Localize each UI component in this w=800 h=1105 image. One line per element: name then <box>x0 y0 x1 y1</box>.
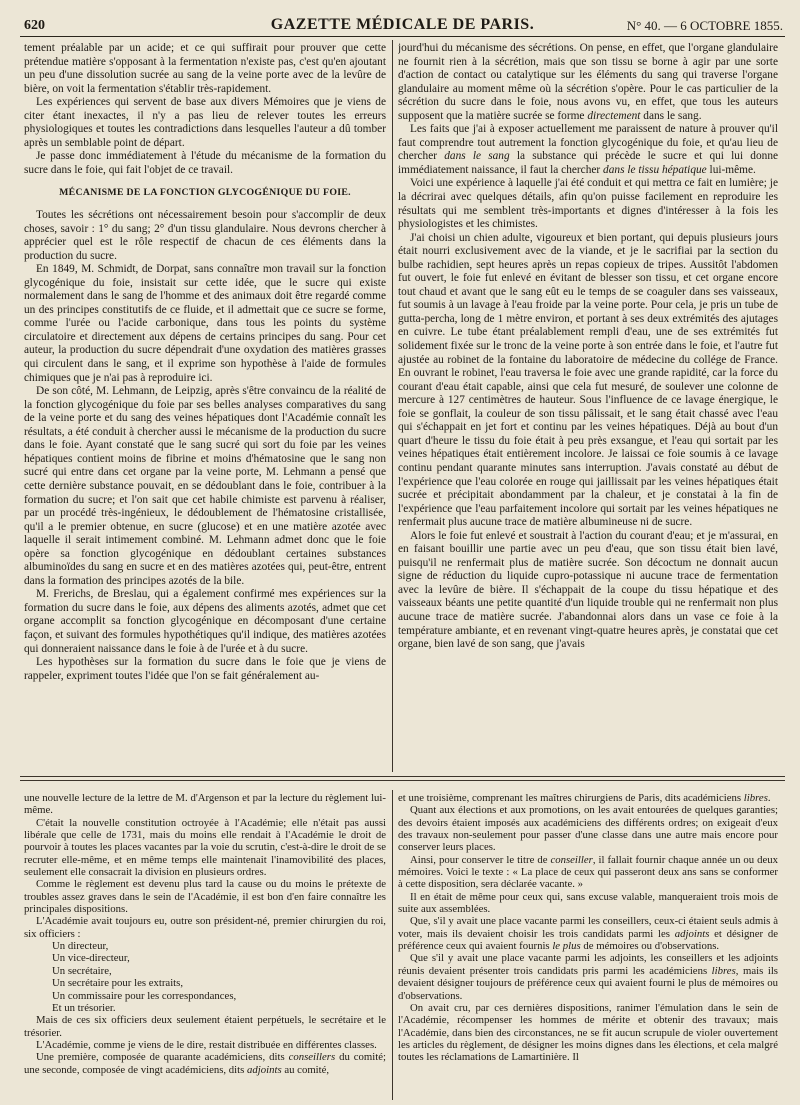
article-paragraph: jourd'hui du mécanisme des sécrétions. On pense, en effet, que l'organe glandulaire ne fournit rien à la sécrétion, mais que son tissu se borne à agir par une sorte d'action de contact ou catalytique sur les éléments du sang qui traverse l'organe glandulaire au moment même où la sécrétion s'opère. Pour le cas particulier de la sécrétion du sucre dans le foie, nous avons vu, en effet, que tous les auteurs supposent que la matière sucrée se forme directement dans le sang. <box>398 42 778 122</box>
feuilleton-paragraph: une nouvelle lecture de la lettre de M. d'Argenson et par la lecture du règlement lui-même. <box>24 792 386 817</box>
feuilleton-paragraph: Que, s'il y avait une place vacante parmi les conseillers, ceux-ci étaient seuls admis à voter, mais ils devaient choisir les trois candidats parmi les adjoints et désigner de préférence ceux qui avaient fournis le plus de mémoires ou d'observations. <box>398 915 778 953</box>
feuilleton-paragraph: Il en était de même pour ceux qui, sans excuse valable, manqueraient trois mois de suite aux assemblées. <box>398 890 778 916</box>
feuilleton-right-column <box>398 792 778 1098</box>
feuilleton-paragraph: Ainsi, pour conserver le titre de conseiller, il fallait fournir chaque année un ou deux mémoires. Voici le texte : « La place de ceux qui passeront deux ans sans se conformer à cette disposition, sera déclarée vacante. » <box>398 853 778 891</box>
officer-item: Et un trésorier. <box>52 1001 116 1014</box>
officer-item: Un commissaire pour les correspondances, <box>52 989 237 1002</box>
page-header <box>20 14 785 37</box>
feuilleton-paragraph: L'Académie avait toujours eu, outre son président-né, premier chirurgien du roi, six officiers : <box>24 915 386 940</box>
feuilleton-paragraph: Une première, composée de quarante académiciens, dits conseillers du comité; une seconde, composée de vingt académiciens, dits adjoints au comité, <box>24 1051 386 1076</box>
article-paragraph: Alors le foie fut enlevé et soustrait à l'action du courant d'eau; et je m'assurai, en en faisant bouillir une partie avec un peu d'eau, que son tissu était bien lavé, puisqu'il ne renfermait plus de matière sucrée. Son décoctum ne donnait aucun signe de réduction du liquide cupro-potassique ni aucune trace de fermentation avec la levûre de bière. Il s'échappait de la coupe du tissu hépatique et des vaisseaux béants une petite quantité d'un liquide trouble qui ne renfermait non plus aucune trace de matière sucrée. J'abandonnai alors dans un vase ce foie à la température ambiante, et en revenant vingt-quatre heures après, je constatai que cet organe, bien lavé de son sang, que j'avais <box>398 529 778 651</box>
feuilleton-paragraph: et une troisième, comprenant les maîtres chirurgiens de Paris, dits académiciens libres. <box>398 792 771 804</box>
article-paragraph: Les expériences qui servent de base aux divers Mémoires que je viens de citer étant inexactes, il n'y a pas lieu de relever toutes les erreurs physiologiques et toutes les contradictions dans lesquelles l'auteur a dû tomber après un semblable point de départ. <box>24 96 386 149</box>
page-number: 620 <box>24 18 45 33</box>
feuilleton-rule-upper <box>20 776 785 777</box>
article-paragraph: Je passe donc immédiatement à l'étude du mécanisme de la formation du sucre dans le foie, qui fait l'objet de ce travail. <box>24 150 386 176</box>
officer-item: Un directeur, <box>52 940 109 953</box>
issue-date: N° 40. — 6 OCTOBRE 1855. <box>626 18 783 33</box>
article-paragraph: J'ai choisi un chien adulte, vigoureux et bien portant, qui depuis plusieurs jours était nourri exclusivement avec de la viande, et je le sacrifiai par la section du bulbe rachidien, sept heures après un repas copieux de tripes. Aussitôt l'abdomen fut ouvert, le foie fut enlevé en évitant de blesser son tissu, et cet organe encore tout chaud et avant que le sang eût eu le temps de se coaguler dans ses vaisseaux, fut soumis à un lavage à l'eau froide par la veine porte. Pour cela, je pris un tube de gutta-percha, long de 1 mètre environ, et portant à ses deux extrémités des ajutages en cuivre. Le tube étant préalablement rempli d'eau, une de ses extrémités fut solidement fixée sur le tronc de la veine porte à son entrée dans le foie, et l'autre fut ajustée au robinet de la fontaine du laboratoire de médecine du collége de France. En ouvrant le robinet, l'eau traversa le foie avec une grande rapidité, car la force du courant d'eau était capable, ainsi que cela fut mesuré, de soulever une colonne de mercure à 127 centimètres de hauteur. Sous l'influence de ce lavage énergique, le foie se gonflait, la couleur de son tissu pâlissait, et le sang était chassé avec l'eau qui s'échappait en jet fort et continu par les veines hépatiques. Déjà au bout d'un quart d'heure le tissu du foie était à peu près exsangue, et l'eau qui sortait par les veines hépatiques était entièrement incolore. Je laissai ce foie soumis à ce lavage continu pendant quarante minutes sans interruption. J'avais constaté au début de l'expérience que l'eau colorée en rouge qui jaillissait par les veines hépatiques était sucrée et précipitait abondamment par la chaleur, et je constatai à la fin de l'expérience que l'eau parfaitement incolore qui sortait par les veines hépatiques ne renfermait plus aucune trace de matière albumineuse ni de sucre. <box>398 231 778 529</box>
feuilleton-rule-lower <box>20 780 785 781</box>
article-paragraph: Voici une expérience à laquelle j'ai été conduit et qui mettra ce fait en lumière; je la décrirai avec quelques détails, afin qu'on puisse facilement en reproduire les résultats qui me semblent très-importants et dignes d'intéresser à la fois les physiologistes et les chimistes. <box>398 177 778 231</box>
feuilleton-paragraph: C'était la nouvelle constitution octroyée à l'Académie; elle n'était pas aussi libérale que celle de 1731, mais du moins elle rendait à l'Académie le droit de pourvoir à toutes les places vacantes par la voie du scrutin, c'est-à-dire le droit de se recruter elle-même, et en même temps elle maintenait l'inamovibilité des places, seulement elle consacrait la division en plusieurs ordres. <box>24 816 386 879</box>
article-paragraph: Les faits que j'ai à exposer actuellement me paraissent de nature à prouver qu'il faut comprendre tout autrement la fonction glycogénique du foie, et qu'au lieu de chercher dans le sang la substance qui précède le sucre et qui lui donne immédiatement naissance, il faut la chercher dans le tissu hépatique lui-même. <box>398 123 778 176</box>
officer-item: Un secrétaire pour les extraits, <box>52 977 184 990</box>
article-paragraph: Toutes les sécrétions ont nécessairement besoin pour s'accomplir de deux choses, savoir : 1° du sang; 2° d'un tissu glandulaire. Nous devrons chercher à apprécier quel est le rôle respectif de chacun de ces éléments dans la production du sucre. <box>24 209 386 262</box>
feuilleton-left-column <box>24 792 386 1098</box>
article-paragraph: tement préalable par un acide; et ce qui suffirait pour prouver que cette prétendue matière s'opposant à la fermentation n'existe pas, c'est qu'en ajoutant un peu d'une dissolution sucrée au sang de la veine porte avec de la levûre de bière, on voit la fermentation s'établir très-rapidement. <box>24 42 386 95</box>
article-paragraph: En 1849, M. Schmidt, de Dorpat, sans connaître mon travail sur la fonction glycogénique du foie, insistait sur cette idée, que le sucre qui existe normalement dans le sang de l'homme et des animaux doit être regardé comme un des principes constitutifs de ce fluide, et il admettait que ce sucre se forme, comme l'urée ou l'acide carbonique, dans tous les points du système circulatoire et directement aux dépens de certains principes du sang. Pour cet auteur, la production du sucre dépendrait d'une oxydation des matières grasses qui circulent dans le sang, et il exprime son hypothèse à l'aide de formules chimiques que je n'ai pas à reproduire ici. <box>24 263 386 384</box>
article-left-column <box>24 42 386 770</box>
article-paragraph: M. Frerichs, de Breslau, qui a également confirmé mes expériences sur la formation du sucre dans le foie, aux dépens des aliments azotés, admet que cet organe accomplit sa fonction glycogénique en décomposant d'une certaine façon, et suivant des formules hypothétiques qu'il indique, des matières azotées qui donneraient naissance dans le foie à de l'urée et à du sucre. <box>24 588 386 655</box>
article-paragraph: De son côté, M. Lehmann, de Leipzig, après s'être convaincu de la réalité de la fonction glycogénique du foie par ses belles analyses comparatives du sang de la veine porte et du sang des veines hépatiques dont l'Académie connaît les résultats, a été conduit à chercher aussi le mécanisme de la production du sucre dans le foie. Ayant constaté que le sang sucré qui sort du foie par les veines hépatiques contient moins de fibrine et moins d'hématosine que le sang non sucré qui entre dans cet organe par la veine porte, M. Lehmann a pensé que cette dernière substance pouvait, en se dédoublant dans le foie, contribuer à la formation du sucre; et l'on sait que cet habile chimiste est parvenu à réaliser, par un procédé très-ingénieux, le dédoublement de l'hématosine cristallisée, qu'il a le premier obtenue, en sucre (glucose) et en une matière azotée avec laquelle il serait intimement combiné. M. Lehmann admet donc que le foie opère sa fonction glycogénique en dédoublant certaines substances albuminoïdes du sang en sucre et en des matières azotées qui, peut-être, entrent dans la formation des principes azotés de la bile. <box>24 385 386 587</box>
article-right-column <box>398 42 778 770</box>
officer-item: Un secrétaire, <box>52 964 112 977</box>
article-paragraph: Les hypothèses sur la formation du sucre dans le foie que je viens de rappeler, expriment toutes l'idée que l'on se fait généralement au- <box>24 656 386 682</box>
column-divider-top <box>392 40 393 772</box>
section-heading: MÉCANISME DE LA FONCTION GLYCOGÉNIQUE DU FOIE. <box>59 187 351 199</box>
feuilleton-paragraph: Que s'il y avait une place vacante parmi les adjoints, les conseillers et les adjoints réunis devaient présenter trois candidats pris parmi les académiciens libres, mais ils devaient désigner toujours de préférence ceux qui avaient fourni le plus de mémoires ou d'observations. <box>398 952 778 1002</box>
journal-title: GAZETTE MÉDICALE DE PARIS. <box>270 16 535 33</box>
officer-item: Un vice-directeur, <box>52 952 130 965</box>
column-divider-bottom <box>392 790 393 1100</box>
feuilleton-paragraph: Quant aux élections et aux promotions, on les avait entourées de quelques garanties; des devoirs étaient imposés aux académiciens des différents ordres; on exigeait d'eux des travaux non-seulement pour passer d'une classe dans une autre mais encore pour conserver leurs places. <box>398 804 778 854</box>
feuilleton-paragraph: Mais de ces six officiers deux seulement étaient perpétuels, le secrétaire et le trésorier. <box>24 1014 386 1039</box>
feuilleton-paragraph: On avait cru, par ces dernières dispositions, ranimer l'émulation dans le sein de l'Académie, récompenser les hommes de mérite et obtenir des travaux; mais l'Académie, dans bien des circonstances, ne se fit aucun scrupule de violer ouvertement les articles du règlement, de désigner les moins dignes dans les élections, et cela malgré toutes les réclamations de Lamartinière. Il <box>398 1001 778 1064</box>
feuilleton-paragraph: Comme le règlement est devenu plus tard la cause ou du moins le prétexte de troubles assez graves dans le sein de l'Académie, il est bon d'en faire connaître les principales dispositions. <box>24 878 386 916</box>
feuilleton-paragraph: L'Académie, comme je viens de le dire, restait distribuée en différentes classes. <box>36 1038 377 1051</box>
